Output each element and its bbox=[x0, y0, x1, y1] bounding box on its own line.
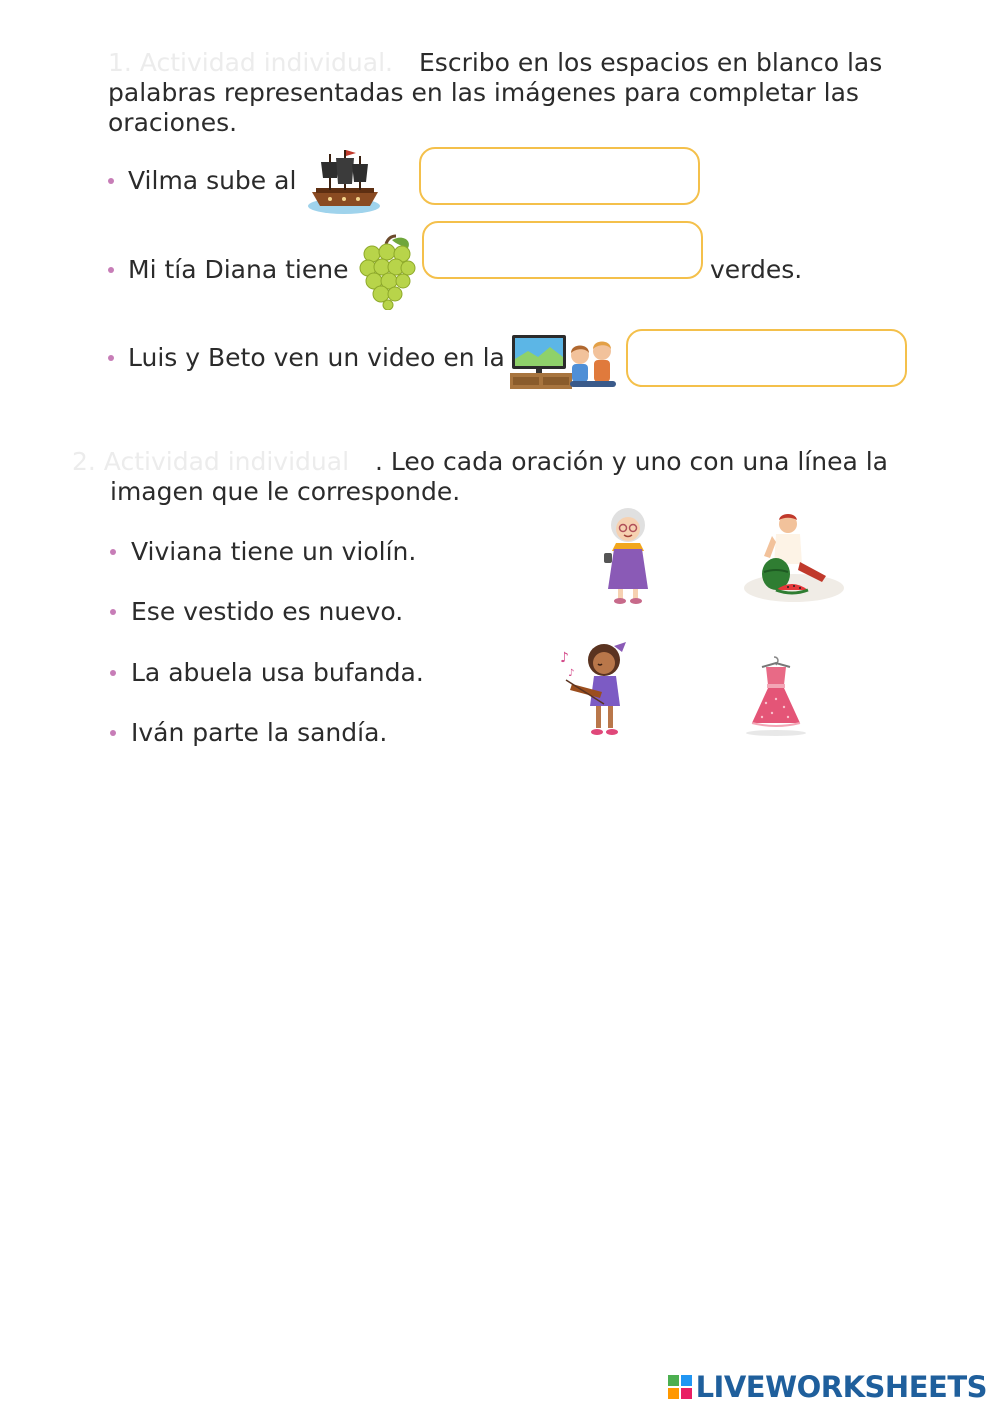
item1-text: Vilma sube al bbox=[128, 166, 297, 195]
section2-faded-heading: 2. Actividad individual bbox=[72, 447, 350, 476]
svg-text:♪: ♪ bbox=[560, 650, 569, 666]
item3-text: Luis y Beto ven un video en la bbox=[128, 343, 505, 372]
answer-input-1[interactable] bbox=[419, 147, 700, 205]
bullet bbox=[108, 267, 114, 273]
grapes-icon bbox=[358, 234, 416, 310]
section1-instruction-line1: Escribo en los espacios en blanco las bbox=[419, 48, 883, 77]
bullet bbox=[108, 355, 114, 361]
svg-text:♪: ♪ bbox=[568, 668, 575, 679]
sentence-1[interactable]: Viviana tiene un violín. bbox=[131, 537, 417, 566]
liveworksheets-logo-icon bbox=[668, 1375, 692, 1399]
section1-instruction-line3: oraciones. bbox=[108, 108, 238, 137]
bullet bbox=[110, 609, 116, 615]
bullet bbox=[110, 730, 116, 736]
bullet bbox=[110, 549, 116, 555]
section1-faded-heading: 1. Actividad individual. bbox=[108, 48, 393, 77]
violin-girl-icon[interactable] bbox=[558, 640, 636, 740]
sentence-2[interactable]: Ese vestido es nuevo. bbox=[131, 597, 404, 626]
sentence-3[interactable]: La abuela usa bufanda. bbox=[131, 658, 424, 687]
brand-name: LIVEWORKSHEETS bbox=[695, 1370, 987, 1404]
answer-input-3[interactable] bbox=[626, 329, 907, 387]
ship-icon bbox=[306, 148, 384, 216]
section2-instruction-line2: imagen que le corresponde. bbox=[110, 477, 461, 506]
tv-kids-icon bbox=[508, 333, 620, 393]
grandmother-icon[interactable] bbox=[598, 503, 660, 605]
answer-input-2[interactable] bbox=[422, 221, 703, 279]
item2-text: Mi tía Diana tiene bbox=[128, 255, 349, 284]
bullet bbox=[110, 670, 116, 676]
bullet bbox=[108, 178, 114, 184]
sentence-4[interactable]: Iván parte la sandía. bbox=[131, 718, 388, 747]
watermelon-man-icon[interactable] bbox=[742, 512, 848, 604]
liveworksheets-brand bbox=[668, 1370, 987, 1404]
section2-instruction-line1: . Leo cada oración y uno con una línea la bbox=[375, 447, 888, 476]
section1-instruction-line2: palabras representadas en las imágenes para completar las bbox=[108, 78, 859, 107]
pink-dress-icon[interactable] bbox=[738, 655, 814, 737]
item2-after-text: verdes. bbox=[710, 255, 803, 284]
